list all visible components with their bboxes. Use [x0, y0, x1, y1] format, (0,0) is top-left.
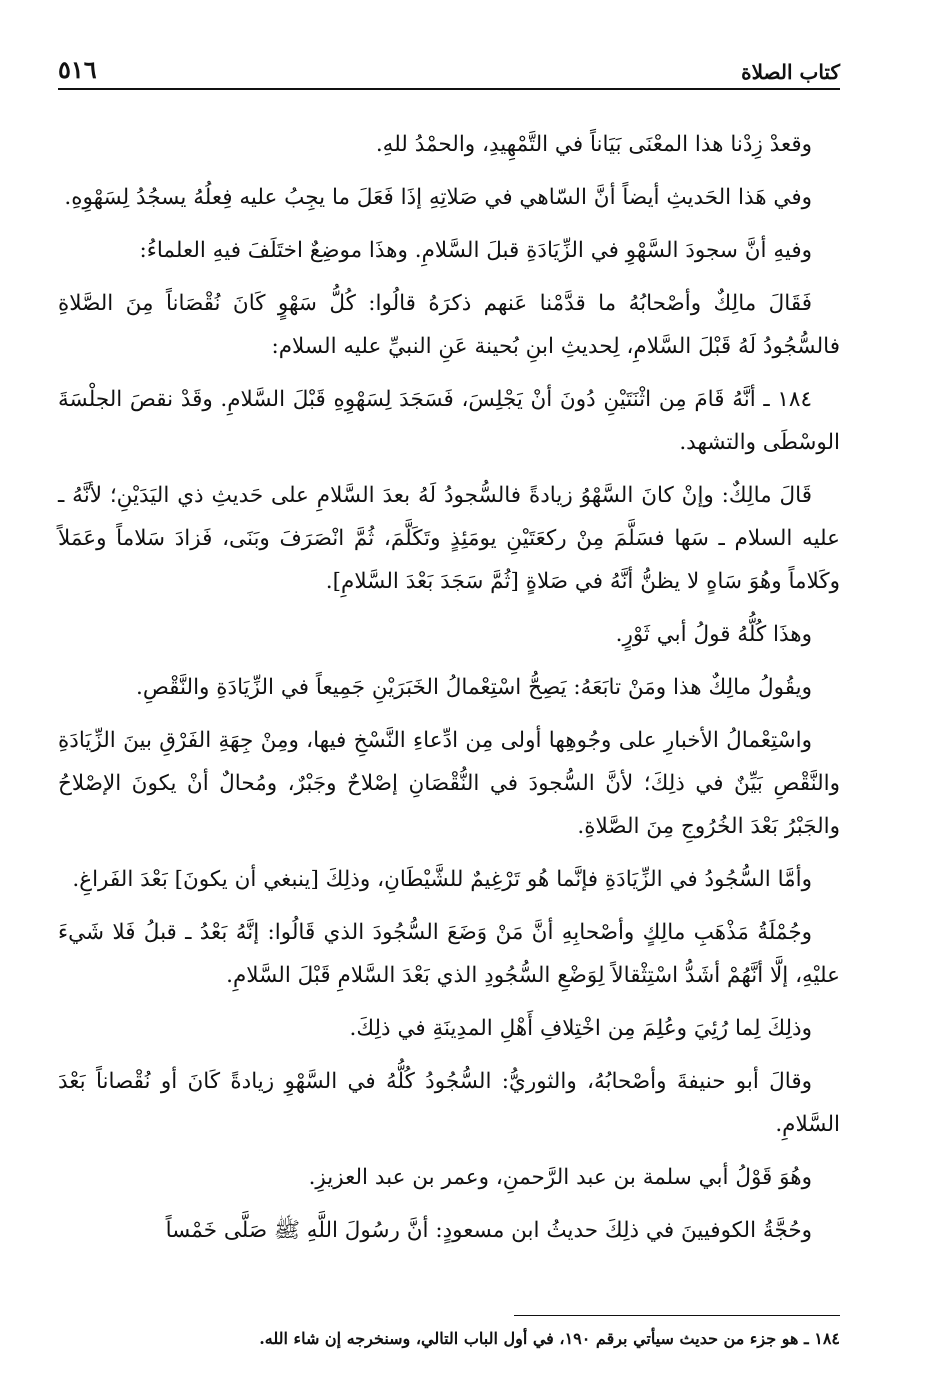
paragraph: وفيهِ أنَّ سجودَ السَّهْوِ في الزِّيَادَةِ قبلَ السَّلامِ. وهذَا موضِعٌ اختَلَفَ فيهِ العلماءُ: — [139, 238, 812, 263]
main-text — [58, 123, 840, 1262]
paragraph: فَقَالَ مالِكٌ وأصْحابُهُ ما قدَّمْنا عَنهم ذكرَهُ قالُوا: كُلُّ سَهْوٍ كَانَ نُقْصَاناً مِنَ الصَّلاةِ فالسُّجُودُ لَهُ قَبْلَ السَّلامِ، لِحديثِ ابنِ بُحينة عَنِ النبيِّ عليه السلام: — [58, 291, 840, 359]
paragraph: وقعدْ زِدْنا هذا المعْنَى بَيَاناً في التَّمْهِيدِ، والحمْدُ للهِ. — [375, 132, 812, 157]
paragraph: وفي هَذا الحَديثِ أيضاً أنَّ السّاهي في صَلاتِهِ إذَا فَعَلَ ما يجِبُ عليه فِعلُهُ يسجُدُ لِسَهْوِهِ. — [64, 185, 812, 210]
running-header — [58, 50, 840, 90]
paragraph: وهذَا كُلُّهُ قولُ أبي ثَوْرٍ. — [615, 622, 812, 647]
paragraph: واسْتِعْمالُ الأخبارِ على وجُوهِها أولى مِن ادِّعاءِ النَّسْخِ فيها، ومِنْ جِهَةِ الفَرْقِ بينَ الزِّيَادَةِ والنَّقْصِ بَيِّنٌ في ذلِكَ؛ لأنَّ السُّجودَ في النُّقْصَانِ إصْلاحٌ وجَبْرٌ، ومُحالٌ أنْ يكونَ الإصْلاحُ والجَبْرُ بَعْدَ الخُرُوجِ مِنَ الصَّلاةِ. — [58, 728, 840, 839]
paragraph: وهُوَ قَوْلُ أبي سلمة بن عبد الرَّحمنِ، وعمر بن عبد العزيزِ. — [308, 1165, 812, 1190]
chapter-title: كتاب الصلاة — [741, 60, 840, 84]
paragraph: ويقُولُ مالِكٌ هذا ومَنْ تابَعَهُ: يَصِحُّ اسْتِعْمالُ الخَبَرَيْنِ جَمِيعاً في الزِّيَادَةِ والنَّقْصِ. — [135, 675, 812, 700]
paragraph: وقالَ أبو حنيفةَ وأصْحابُهُ، والثوريُّ: السُّجُودُ كُلُّهُ في السَّهْوِ زيادةً كَانَ أو نُقْصاناً بَعْدَ السَّلامِ. — [58, 1069, 840, 1137]
paragraph: وذلِكَ لِما رُئِيَ وعُلِمَ مِن اخْتِلافِ أَهْلِ المدِينَةِ في ذلِكَ. — [349, 1016, 812, 1041]
paragraph: قَالَ مالِكٌ: وإنْ كانَ السَّهْوُ زيادةً فالسُّجودُ لَهُ بعدَ السَّلامِ على حَديثِ ذي اليَدَيْنِ؛ لأنَّهُ ـ عليه السلام ـ سَها فسَلَّمَ مِنْ ركعَتَيْنِ يومَئِذٍ وتَكَلَّمَ، ثُمَّ انْصَرَفَ وبَنَى، فَزادَ سَلاماً وعَمَلاً وكَلاماً وهُوَ سَاهٍ لا يظنُّ أنَّهُ في صَلاةٍ [ثُمَّ سَجَدَ بَعْدَ السَّلامِ]. — [58, 483, 840, 594]
hadith-paragraph: ١٨٤ ـ أنَّهُ قَامَ مِن اثْنَتَيْنِ دُونَ أنْ يَجْلِسَ، فَسَجَدَ لِسَهْوِهِ قَبْلَ السَّلامِ. وقَدْ نقصَ الجلْسَةَ الوسْطَى والتشهد. — [58, 387, 840, 455]
footnote: ١٨٤ ـ هو جزء من حديث سيأتي برقم ١٩٠، في أول الباب التالي، وسنخرجه إن شاء الله. — [259, 1329, 840, 1348]
paragraph: وحُجَّةُ الكوفيينَ في ذلِكَ حديثُ ابن مسعودٍ: أنَّ رسُولَ اللَّهِ ﷺ صَلَّى خَمْساً — [165, 1218, 812, 1243]
paragraph: وأمَّا السُّجُودُ في الزِّيَادَةِ فإنَّما هُو تَرْغِيمٌ للشَّيْطَانِ، وذلِكَ [ينبغي أن يكونَ] بَعْدَ الفَراغِ. — [72, 867, 812, 892]
paragraph: وجُمْلَةُ مَذْهَبِ مالِكٍ وأصْحابِهِ أنَّ مَنْ وَضَعَ السُّجُودَ الذي قَالُوا: إنَّهُ بَعْدُ ـ قبلُ فَلا شَيءَ عليْهِ، إلَّا أنَّهُمْ أشَدُّ اسْتِثْقالاً لِوَضْعِ السُّجُودِ الذي بَعْدَ السَّلامِ قَبْلَ السَّلامِ. — [58, 920, 840, 988]
page-number: ٥١٦ — [58, 55, 97, 84]
